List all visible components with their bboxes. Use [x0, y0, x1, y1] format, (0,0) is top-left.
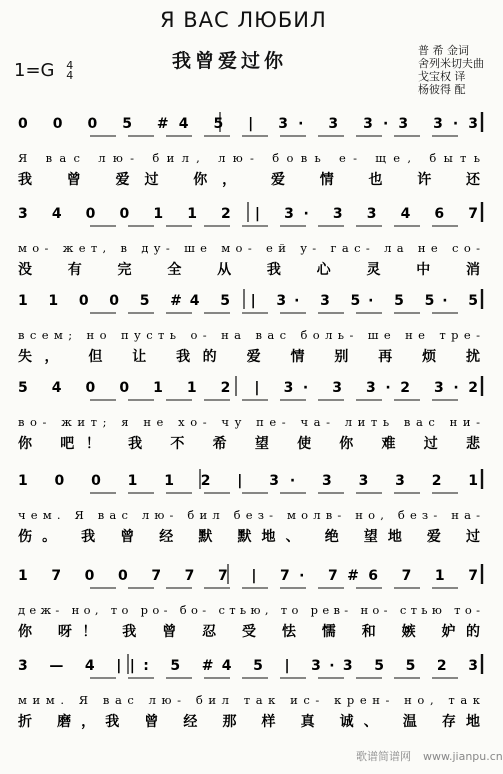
lyrics-chinese: 你 吧！ 我 不 希 望 使 你 难 过 悲 [18, 436, 481, 452]
score-system [14, 564, 482, 640]
lyrics-russian: во- жит; я не хо- чу пе- ча- лить вас ни- [18, 415, 481, 429]
note-line: 1 0 0 1 1 2 | 3· 3 3 3 2 1 [18, 473, 478, 489]
credit-arranger: 杨彼得 配 [418, 83, 466, 96]
key-label: 1=G [14, 60, 55, 81]
watermark-site: 歌谱简谱网 [356, 750, 411, 763]
lyrics-russian: мо- жет, в ду- ше мо- ей у- гас- ла не со- [18, 241, 481, 255]
score-system [14, 112, 482, 188]
score-system [14, 289, 482, 365]
note-line: 3 4 0 0 1 1 2 | 3· 3 3 4 6 7 [18, 206, 478, 222]
note-line: 5 4 0 0 1 1 2 | 3· 3 3·2 3·2 [18, 380, 478, 396]
lyrics-chinese: 伤。 我 曾 经 默 默地、 绝 望地 爱 过 [18, 529, 480, 545]
lyrics-russian: чем. Я вас лю- бил без- молв- но, без- на- [18, 508, 481, 522]
lyrics-chinese: 你 呀！ 我 曾 忍 受 怯 懦 和 嫉 妒的 [18, 624, 481, 640]
score-system [14, 469, 482, 545]
credit-translator: 戈宝权 译 [418, 70, 466, 83]
credit-lyricist: 普 希 金词 [418, 44, 469, 57]
lyrics-russian: Я вас лю- бил, лю- бовь е- ще, быть [18, 151, 480, 165]
lyrics-chinese: 我 曾 爱过 你， 爱 情 也 许 还 [18, 172, 480, 188]
lyrics-russian: всем; но пусть о- на вас боль- ше не тре- [18, 328, 481, 342]
lyrics-chinese: 失， 但 让 我的 爱 情 别 再 烦 扰 [18, 349, 481, 365]
credit-composer: 舍列米切夫曲 [418, 57, 484, 70]
watermark-url: www.jianpu.cn [423, 750, 503, 763]
time-sig-bottom: 4 [66, 69, 74, 82]
note-line: 3 — 4 ||: 5 #4 5 | 3·3 5 5 2 3 [18, 658, 479, 674]
lyrics-russian: мим. Я вас лю- бил так ис- крен- но, так [18, 693, 480, 707]
score-system [14, 654, 482, 730]
title-chinese: 我曾爱过你 [172, 50, 288, 72]
lyrics-chinese: 没 有 完 全 从 我 心 灵 中 消 [18, 262, 480, 278]
title-russian: Я ВАС ЛЮБИЛ [160, 8, 327, 32]
score-system [14, 376, 482, 452]
score-systems [14, 112, 482, 730]
note-line: 1 1 0 0 5 #4 5 | 3· 3 5· 5 5· 5 [18, 293, 479, 309]
watermark [356, 749, 503, 763]
lyrics-russian: деж- но, то ро- бо- стью, то рев- но- стью то- [18, 603, 480, 617]
score-system [14, 202, 482, 278]
time-sig-top: 4 [66, 59, 74, 72]
note-line: 0 0 0 5 #4 5 | 3· 3 3·3 3·3 [18, 116, 479, 132]
note-line: 1 7 0 0 7 7 7 | 7· 7#6 7 1 7 [18, 568, 479, 584]
lyrics-chinese: 折 磨，我 曾 经 那 样 真 诚、 温 存地 [18, 714, 480, 730]
